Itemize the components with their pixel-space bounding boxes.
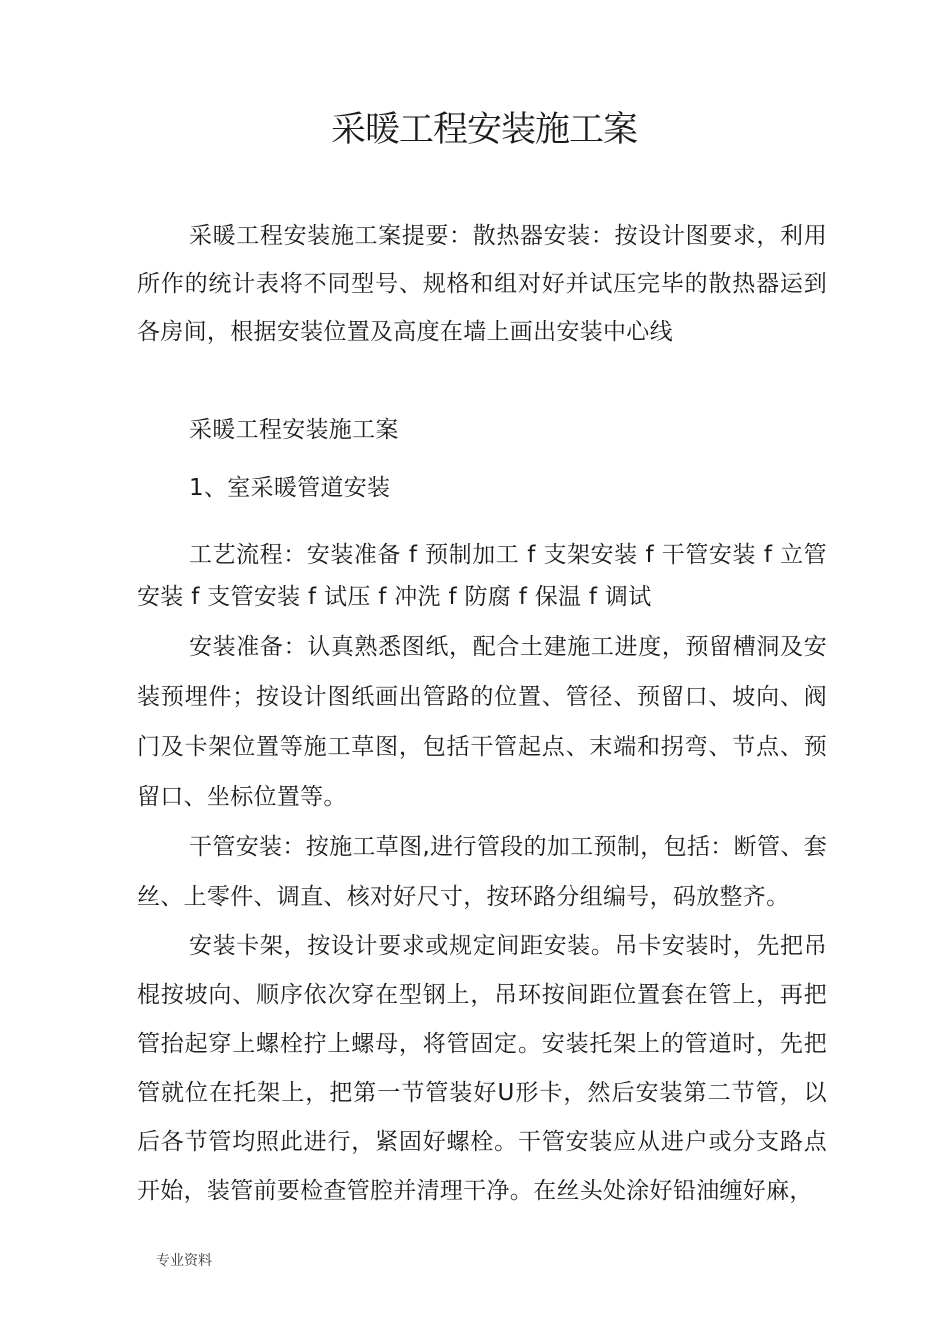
section-heading: 1、室采暖管道安装 — [189, 475, 391, 501]
bracket-paragraph: 安装卡架，按设计要求或规定间距安装。吊卡安装时，先把吊棍按坡向、顺序依次穿在型钢上，吊环按间距位置套在管上，再把管抬起穿上螺栓拧上螺母，将管固定。安装托架上的管道时，先把管就位在托架上，把第一节管装好U形卡，然后安装第二节管，以后各节管均照此进行，紧固好螺栓。干管安装应从进户或分支路点开始，装管前要检查管腔并清理干净。在丝头处涂好铅油缠好麻， — [137, 933, 827, 1204]
document-title: 采暖工程安装施工案 — [330, 110, 637, 150]
intro-paragraph: 采暖工程安装施工案提要：散热器安装：按设计图要求，利用所作的统计表将不同型号、规格和组对好并试压完毕的散热器运到各房间，根据安装位置及高度在墙上画出安装中心线 — [137, 223, 827, 345]
page-footer: 专业资料 — [156, 1253, 212, 1269]
main-pipe-paragraph: 干管安装：按施工草图,进行管段的加工预制，包括：断管、套丝、上零件、调直、核对好尺寸，按环路分组编号，码放整齐。 — [137, 834, 827, 910]
preparation-paragraph: 安装准备：认真熟悉图纸，配合土建施工进度，预留槽洞及安装预埋件；按设计图纸画出管路的位置、管径、预留口、坡向、阀门及卡架位置等施工草图，包括干管起点、末端和拐弯、节点、预留口、坐标位置等。 — [137, 634, 827, 810]
subtitle-paragraph: 采暖工程安装施工案 — [189, 417, 399, 443]
process-paragraph: 工艺流程：安装准备 f 预制加工 f 支架安装 f 干管安装 f 立管安装 f 支管安装 f 试压 f 冲洗 f 防腐 f 保温 f 调试 — [137, 542, 827, 610]
